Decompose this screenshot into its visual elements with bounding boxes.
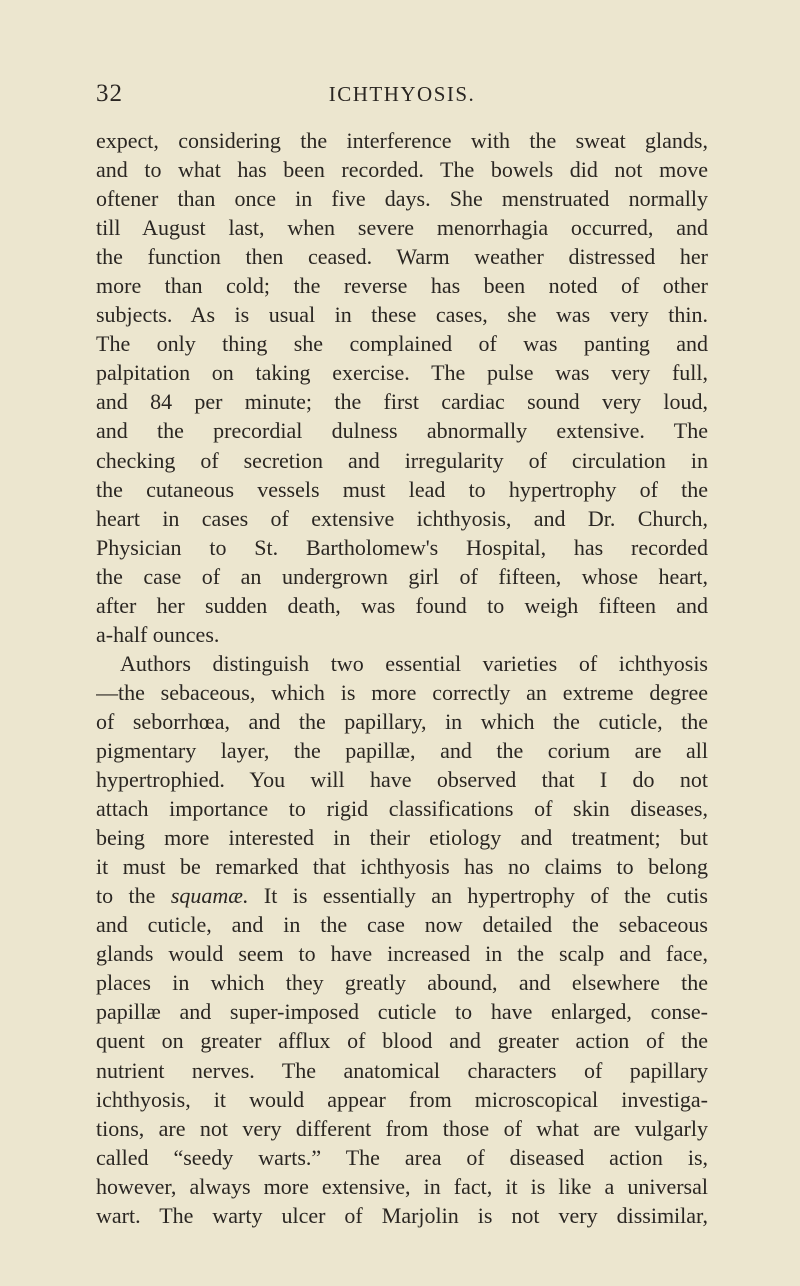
text-line: after her sudden death, was found to weigh fifteen and [96,592,708,618]
text-line: expect, considering the interference with the sweat glands, [96,128,708,153]
text-line: till August last, when severe menorrhagia occurred, and [96,215,708,241]
text-line: more than cold; the reverse has been noted of other [96,273,708,299]
text-line: nutrient nerves. The anatomical characters of papillary [96,1057,708,1083]
text-line: however, always more extensive, in fact, it is like a universal [96,1173,708,1199]
text-line: pigmentary layer, the papillæ, and the corium are all [96,737,708,763]
body-text [96,126,708,1230]
text-line: and cuticle, and in the case now detailed the sebaceous [96,912,708,938]
text-line: places in which they greatly abound, and elsewhere the [96,970,708,996]
text-line: hypertrophied. You will have observed that I do not [96,767,708,793]
text-line: being more interested in their etiology and treatment; but [96,825,708,851]
text-line: tions, are not very different from those of what are vulgarly [96,1115,708,1141]
italic-term: squamæ. [170,883,249,909]
text-line: quent on greater afflux of blood and greater action of the [96,1028,708,1054]
page-number: 32 [96,80,123,107]
text-line: a-half ounces. [96,621,220,647]
text-line: of seborrhœa, and the papillary, in which the cuticle, the [96,708,708,734]
text-line: and to what has been recorded. The bowels did not move [96,157,708,183]
text-line: it must be remarked that ichthyosis has no claims to belong [96,854,708,880]
text-line: ichthyosis, it would appear from microscopical investiga- [96,1086,708,1112]
text-line [96,881,708,910]
text-line: and the precordial dulness abnormally extensive. The [96,418,708,444]
text-line: Physician to St. Bartholomew's Hospital, has recorded [96,534,708,560]
text-line: The only thing she complained of was panting and [96,331,708,357]
text-run: It is essentially an hypertrophy of the cutis [248,883,708,909]
text-line: the case of an undergrown girl of fifteen, whose heart, [96,563,708,589]
running-head [96,80,708,114]
text-line: the cutaneous vessels must lead to hypertrophy of the [96,476,708,502]
text-line: and 84 per minute; the first cardiac sound very loud, [96,389,708,415]
text-line: wart. The warty ulcer of Marjolin is not very dissimilar, [96,1202,708,1228]
text-line: subjects. As is usual in these cases, she was very thin. [96,302,708,328]
text-line: —the sebaceous, which is more correctly an extreme degree [96,679,708,705]
text-line: glands would seem to have increased in the scalp and face, [96,941,708,967]
text-line: heart in cases of extensive ichthyosis, and Dr. Church, [96,505,708,531]
text-line: papillæ and super-imposed cuticle to have enlarged, conse- [96,999,708,1025]
text-line: the function then ceased. Warm weather distressed her [96,244,708,270]
text-line: oftener than once in five days. She menstruated normally [96,186,708,212]
text-line: checking of secretion and irregularity of circulation in [96,447,708,473]
running-title: ICHTHYOSIS. [328,82,476,106]
text-line: called “seedy warts.” The area of diseased action is, [96,1144,708,1170]
text-line: attach importance to rigid classifications of skin diseases, [96,796,708,822]
text-line: palpitation on taking exercise. The pulse was very full, [96,360,708,386]
text-run: to the [96,883,171,909]
text-line: Authors distinguish two essential varieties of ichthyosis [120,650,708,676]
